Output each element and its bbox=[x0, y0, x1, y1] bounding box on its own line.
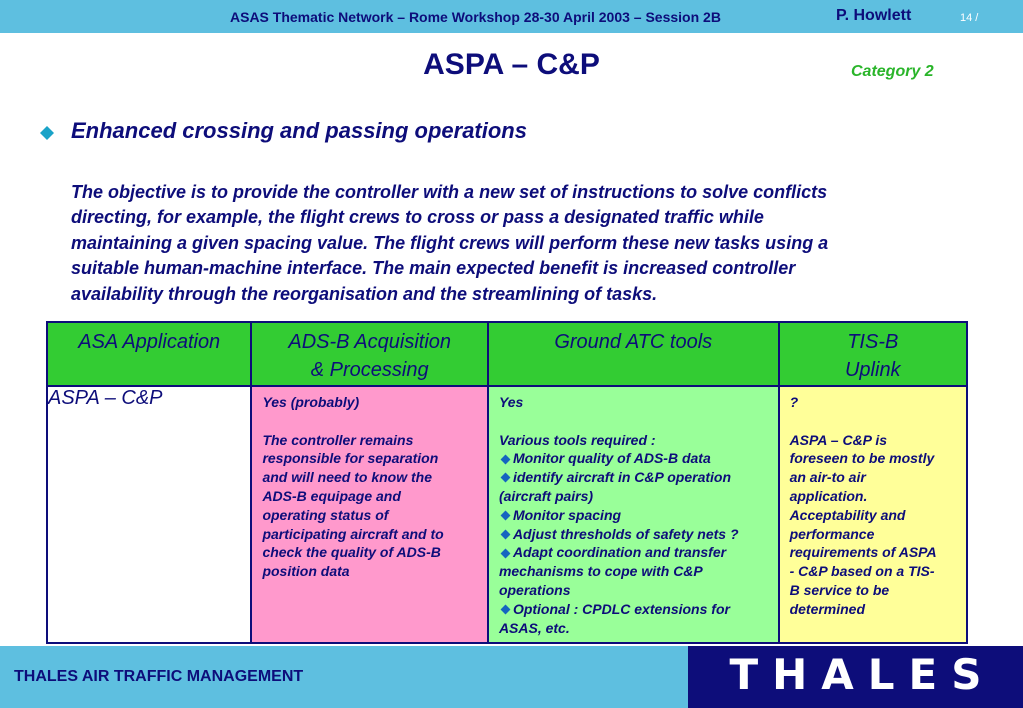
top-banner bbox=[0, 0, 1023, 33]
table-row bbox=[47, 386, 967, 643]
header-line: & Processing bbox=[310, 359, 429, 381]
cell-adsb bbox=[251, 386, 488, 643]
author-name: P. Howlett bbox=[836, 7, 912, 24]
header-line: ADS-B Acquisition bbox=[288, 331, 452, 353]
tisb-status: ? bbox=[789, 394, 799, 410]
list-item-continuation: operations bbox=[498, 581, 571, 598]
objective-line: suitable human-machine interface. The main expected benefit is increased controller bbox=[71, 258, 796, 279]
adsb-line: The controller remains bbox=[262, 431, 414, 448]
tisb-line: requirements of ASPA bbox=[789, 544, 937, 561]
session-title: ASAS Thematic Network – Rome Workshop 28-30 April 2003 – Session 2B bbox=[230, 9, 721, 25]
table-header-row bbox=[47, 322, 967, 386]
tisb-line: ASPA – C&P is bbox=[789, 431, 888, 448]
diamond-bullet-icon bbox=[40, 126, 54, 140]
diamond-bullet-icon bbox=[500, 473, 510, 483]
header-ground-atc-tools bbox=[488, 322, 779, 386]
company-name: THALES AIR TRAFFIC MANAGEMENT bbox=[14, 668, 304, 685]
tisb-line: determined bbox=[789, 600, 866, 617]
tisb-line: Acceptability and bbox=[789, 506, 906, 523]
page-number: 14 / bbox=[960, 12, 979, 24]
list-item bbox=[499, 600, 770, 619]
list-item-continuation: ASAS, etc. bbox=[498, 619, 570, 636]
objective-paragraph bbox=[71, 180, 971, 307]
atc-intro: Various tools required : bbox=[498, 431, 656, 448]
objective-line: The objective is to provide the controller with a new set of instructions to solve conflicts bbox=[71, 182, 828, 202]
diamond-bullet-icon bbox=[500, 529, 510, 539]
tisb-line: B service to be bbox=[789, 581, 890, 598]
list-item-continuation: (aircraft pairs) bbox=[498, 487, 594, 504]
adsb-line: operating status of bbox=[262, 506, 389, 523]
header-tisb-uplink bbox=[779, 322, 967, 386]
applications-table bbox=[46, 321, 968, 644]
list-item bbox=[499, 525, 770, 544]
list-item bbox=[499, 506, 770, 525]
tisb-line: performance bbox=[789, 525, 875, 542]
cell-tisb bbox=[779, 386, 967, 643]
cell-application: ASPA – C&P bbox=[47, 386, 251, 643]
list-item-text: Monitor quality of ADS-B data bbox=[512, 450, 711, 467]
objective-line: directing, for example, the flight crews to cross or pass a designated traffic while bbox=[71, 207, 764, 228]
objective-line: availability through the reorganisation and the streamlining of tasks. bbox=[71, 283, 658, 304]
list-item-text: Monitor spacing bbox=[512, 506, 622, 523]
logo-wordmark: THALES bbox=[729, 650, 996, 699]
cell-ground-atc bbox=[488, 386, 779, 643]
header-line: ASA Application bbox=[78, 331, 221, 353]
list-item bbox=[499, 468, 770, 487]
adsb-line: check the quality of ADS-B bbox=[262, 544, 441, 561]
tisb-line: an air-to air bbox=[789, 469, 866, 486]
tisb-line: foreseen to be mostly bbox=[789, 450, 935, 467]
list-item bbox=[499, 543, 770, 562]
adsb-line: participating aircraft and to bbox=[262, 525, 444, 542]
section-heading: Enhanced crossing and passing operations bbox=[71, 118, 527, 143]
diamond-bullet-icon bbox=[500, 511, 510, 521]
header-asa-application bbox=[47, 322, 251, 386]
category-label: Category 2 bbox=[851, 63, 934, 80]
atc-status: Yes bbox=[498, 394, 524, 410]
header-line: TIS-B bbox=[847, 331, 899, 353]
slide-title: ASPA – C&P bbox=[423, 48, 600, 81]
list-item-text: Optional : CPDLC extensions for bbox=[512, 600, 730, 617]
list-item-text: Adapt coordination and transfer bbox=[512, 544, 727, 561]
list-item bbox=[499, 449, 770, 468]
adsb-line: position data bbox=[262, 563, 350, 580]
list-item-text: Adjust thresholds of safety nets ? bbox=[512, 525, 739, 542]
diamond-bullet-icon bbox=[500, 454, 510, 464]
list-item-continuation: mechanisms to cope with C&P bbox=[498, 563, 703, 580]
thales-logo bbox=[688, 646, 1023, 708]
footer-banner bbox=[0, 646, 1023, 708]
header-line: Ground ATC tools bbox=[554, 331, 713, 353]
tisb-line: - C&P based on a TIS- bbox=[789, 563, 935, 580]
adsb-line: ADS-B equipage and bbox=[262, 487, 401, 504]
diamond-bullet-icon bbox=[500, 548, 510, 558]
adsb-line: responsible for separation bbox=[262, 450, 439, 467]
adsb-line: and will need to know the bbox=[262, 469, 433, 486]
list-item-text: identify aircraft in C&P operation bbox=[512, 469, 732, 486]
tisb-line: application. bbox=[789, 487, 868, 504]
adsb-status: Yes (probably) bbox=[262, 394, 360, 410]
diamond-bullet-icon bbox=[500, 605, 510, 615]
objective-line: maintaining a given spacing value. The flight crews will perform these new tasks using a bbox=[71, 232, 829, 253]
header-line: Uplink bbox=[844, 359, 901, 381]
header-adsb-acquisition bbox=[251, 322, 488, 386]
